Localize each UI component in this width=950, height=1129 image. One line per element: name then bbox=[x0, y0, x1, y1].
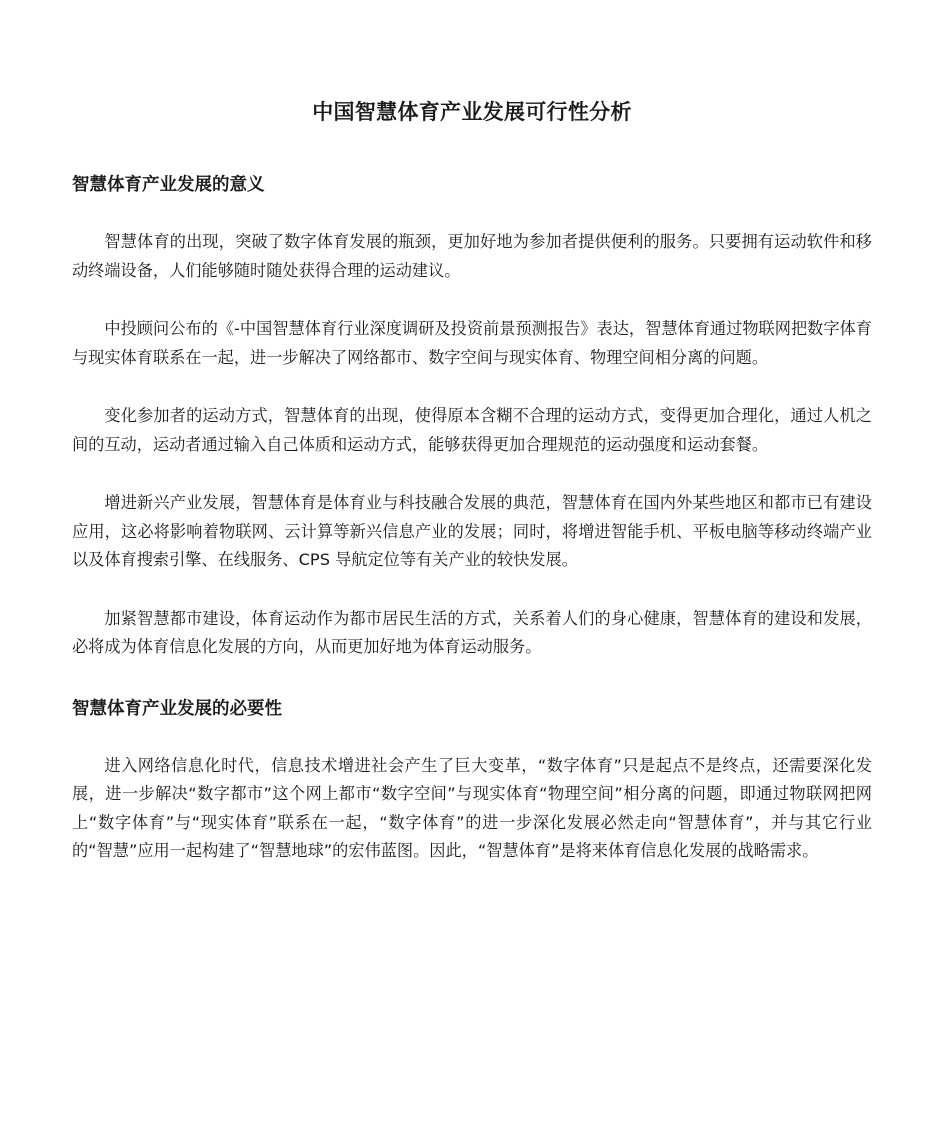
section-significance bbox=[72, 172, 872, 662]
document-title: 中国智慧体育产业发展可行性分析 bbox=[312, 100, 632, 124]
paragraph: 增进新兴产业发展，智慧体育是体育业与科技融合发展的典范，智慧体育在国内外某些地区和都市已有建设应用，这必将影响着物联网、云计算等新兴信息产业的发展；同时，将增进智能手机、平板电脑等移动终端产业以及体育搜索引擎、在线服务、CPS 导航定位等有关产业的较快发展。 bbox=[72, 493, 872, 569]
paragraph: 变化参加者的运动方式，智慧体育的出现，使得原本含糊不合理的运动方式，变得更加合理化，通过人机之间的互动，运动者通过输入自己体质和运动方式，能够获得更加合理规范的运动强度和运动套餐。 bbox=[72, 406, 872, 454]
paragraph: 加紧智慧都市建设，体育运动作为都市居民生活的方式，关系着人们的身心健康，智慧体育的建设和发展，必将成为体育信息化发展的方向，从而更加好地为体育运动服务。 bbox=[72, 608, 872, 656]
section-necessity bbox=[72, 696, 872, 866]
paragraph: 中投顾问公布的《-中国智慧体育行业深度调研及投资前景预测报告》表达，智慧体育通过物联网把数字体育与现实体育联系在一起，进一步解决了网络都市、数字空间与现实体育、物理空间相分离的问题。 bbox=[72, 319, 872, 367]
paragraph: 智慧体育的出现，突破了数字体育发展的瓶颈，更加好地为参加者提供便利的服务。只要拥有运动软件和移动终端设备，人们能够随时随处获得合理的运动建议。 bbox=[72, 232, 872, 280]
paragraph: 进入网络信息化时代，信息技术增进社会产生了巨大变革，“数字体育”只是起点不是终点，还需要深化发展，进一步解决“数字都市”这个网上都市“数字空间”与现实体育“物理空间”相分离的问题，即通过物联网把网上“数字体育”与“现实体育”联系在一起，“数字体育”的进一步深化发展必然走向“智慧体育”，并与其它行业的“智慧”应用一起构建了“智慧地球”的宏伟蓝图。因此，“智慧体育”是将来体育信息化发展的战略需求。 bbox=[72, 755, 872, 860]
section-heading-significance: 智慧体育产业发展的意义 bbox=[72, 175, 265, 195]
section-heading-necessity: 智慧体育产业发展的必要性 bbox=[72, 698, 282, 719]
